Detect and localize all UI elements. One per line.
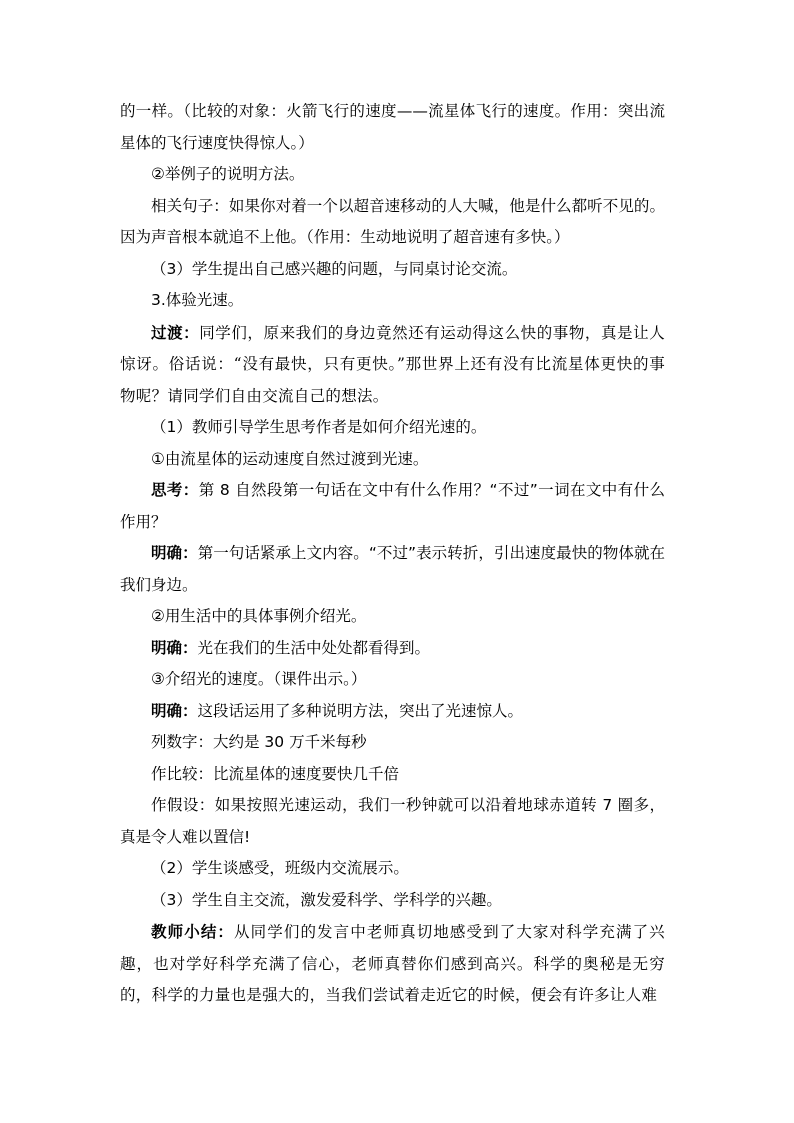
paragraph-text: ②举例子的说明方法。 [151, 165, 305, 183]
paragraph-transition-to-light [120, 444, 665, 476]
document-body [120, 96, 665, 1012]
paragraph-text: 的一样。（比较的对象：火箭飞行的速度——流星体飞行的速度。作用：突出流星体的飞行速度快得惊人。） [120, 102, 665, 152]
paragraph-lead-label: 明确： [151, 701, 198, 720]
paragraph-text: 从同学们的发言中老师真切地感受到了大家对科学充满了兴趣，也对学好科学充满了信心，老师真替你们感到高兴。科学的奥秘是无穷的，科学的力量也是强大的，当我们尝试着走近它的时候，便会有许多让人难 [120, 923, 665, 1004]
paragraph-related-sentence [120, 191, 665, 254]
paragraph-text: ②用生活中的具体事例介绍光。 [151, 607, 367, 625]
paragraph-lead-label: 过渡： [151, 322, 200, 342]
paragraph-clarify-1 [120, 538, 665, 601]
paragraph-text: 作比较：比流星体的速度要快几千倍 [151, 764, 400, 783]
paragraph-text: 列数字：大约是 30 万千米每秒 [151, 733, 367, 751]
paragraph-lead-label: 教师小结： [151, 922, 235, 941]
paragraph-hypothesis [120, 790, 665, 853]
paragraph-text: （3）学生自主交流，激发爱科学、学科学的兴趣。 [151, 890, 502, 909]
paragraph-comparison-continued [120, 96, 665, 159]
paragraph-life-example [120, 601, 665, 633]
paragraph-lead-label: 思考： [151, 481, 199, 499]
paragraph-text: 光在我们的生活中处处都看得到。 [197, 638, 431, 657]
section-heading-light-speed [120, 285, 665, 317]
paragraph-text: 相关句子：如果你对着一个以超音速移动的人大喊，他是什么都听不见的。因为声音根本就追不上他。（作用：生动地说明了超音速有多快。） [120, 196, 665, 246]
paragraph-list-numbers [120, 727, 665, 759]
paragraph-text: （3）学生提出自己感兴趣的问题，与同桌讨论交流。 [151, 259, 518, 278]
paragraph-text: （2）学生谈感受，班级内交流展示。 [151, 859, 409, 877]
paragraph-text: ①由流星体的运动速度自然过渡到光速。 [151, 449, 429, 468]
paragraph-lead-label: 明确： [151, 544, 198, 562]
paragraph-step-3 [120, 254, 665, 286]
paragraph-text: 同学们，原来我们的身边竟然还有运动得这么快的事物，真是让人惊讶。俗话说：“没有最快，只有更快。”那世界上还有没有比流星体更快的事物呢？请同学们自由交流自己的想法。 [120, 323, 665, 405]
paragraph-inspire-interest [120, 885, 665, 917]
paragraph-transition [120, 317, 665, 413]
paragraph-comparison [120, 759, 665, 791]
paragraph-text: ③介绍光的速度。（课件出示。） [151, 670, 367, 688]
paragraph-teacher-guide [120, 412, 665, 444]
paragraph-text: （1）教师引导学生思考作者是如何介绍光速的。 [151, 418, 487, 436]
paragraph-clarify-3 [120, 696, 665, 728]
paragraph-text: 第 8 自然段第一句话在文中有什么作用？“不过”一词在文中有什么作用？ [120, 481, 665, 531]
paragraph-example-method [120, 159, 665, 191]
paragraph-share-feelings [120, 853, 665, 885]
paragraph-text: 这段话运用了多种说明方法，突出了光速惊人。 [197, 701, 524, 720]
paragraph-clarify-2 [120, 633, 665, 665]
paragraph-text: 第一句话紧承上文内容。“不过”表示转折，引出速度最快的物体就在我们身边。 [120, 544, 665, 594]
section-heading-text: 3.体验光速。 [151, 291, 244, 309]
paragraph-lead-label: 明确： [151, 638, 198, 657]
paragraph-text: 作假设：如果按照光速运动，我们一秒钟就可以沿着地球赤道转 7 圈多，真是令人难以置信! [120, 796, 665, 846]
paragraph-think [120, 475, 665, 538]
paragraph-teacher-summary [120, 916, 665, 1012]
paragraph-light-speed-intro [120, 664, 665, 696]
